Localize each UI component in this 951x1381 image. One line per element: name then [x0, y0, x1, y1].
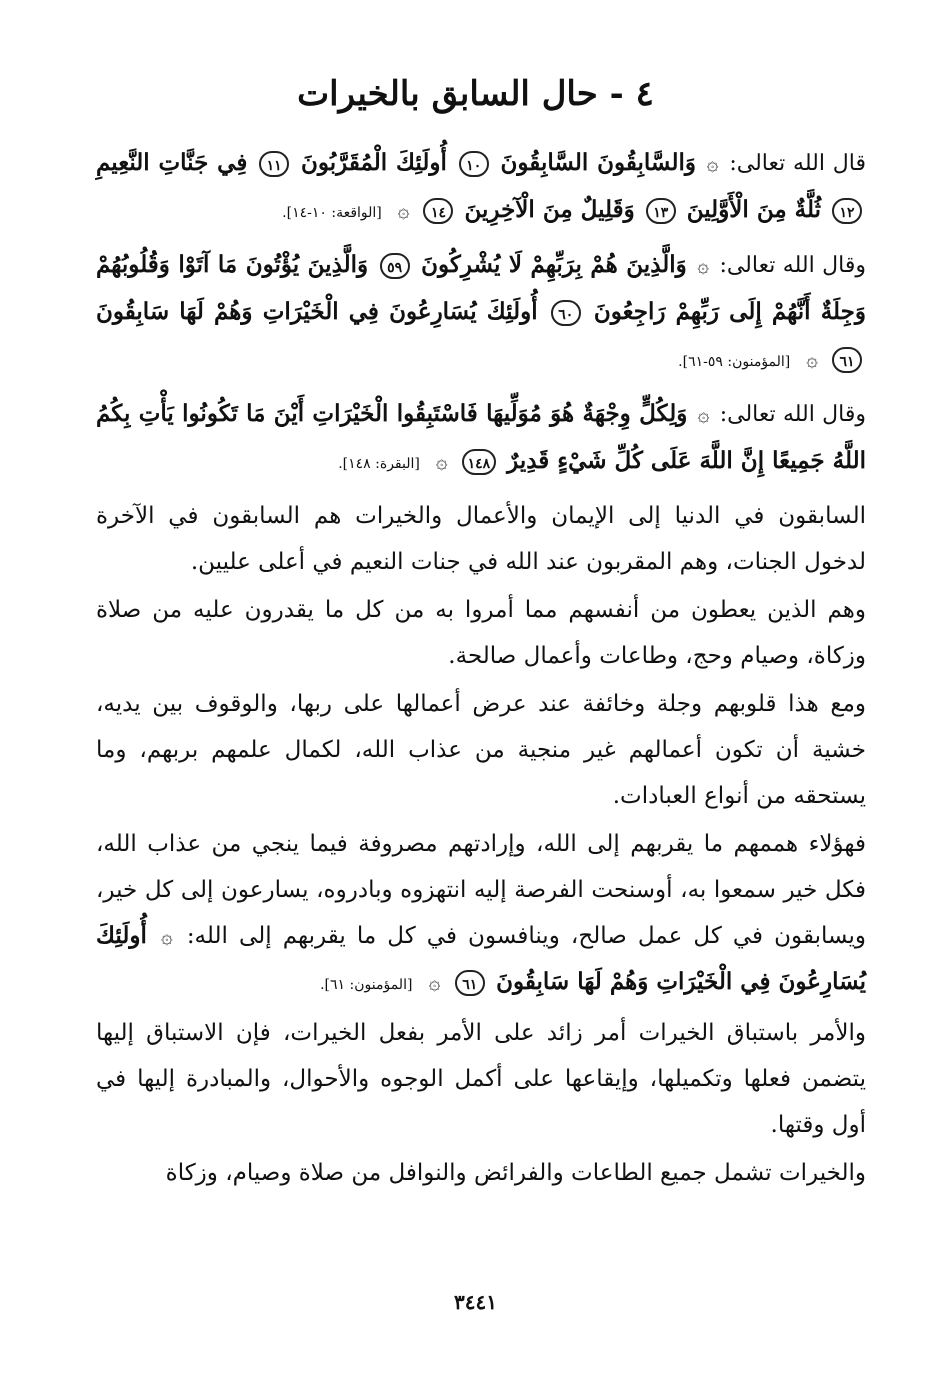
- paragraph-with-verse: [96, 821, 866, 1008]
- verse-open-ornament-icon: ۞: [160, 924, 173, 948]
- paragraph: والأمر باستباق الخيرات أمر زائد على الأمر بفعل الخيرات، فإن الاستباق إليها يتضمن فعلها وتكميلها، وإيقاعها على أكمل الوجوه والأحوال، والمبادرة إليها في أول وقتها.: [96, 1020, 866, 1138]
- verse-text: فِي جَنَّاتِ النَّعِيمِ: [96, 149, 248, 176]
- page-content: [96, 140, 866, 1198]
- verse-block: [96, 242, 866, 385]
- ayah-number: ٦٠: [551, 300, 581, 326]
- verse-reference: [المؤمنون: ٥٩-٦١].: [678, 354, 791, 370]
- paragraph: والخيرات تشمل جميع الطاعات والفرائض والنوافل من صلاة وصيام، وزكاة: [165, 1160, 866, 1186]
- chapter-title: ٤ - حال السابق بالخيرات: [297, 74, 654, 114]
- verse-text: وَالسَّابِقُونَ السَّابِقُونَ: [500, 149, 696, 176]
- verse-close-ornament-icon: ۞: [806, 347, 818, 371]
- paragraph: ومع هذا قلوبهم وجلة وخائفة عند عرض أعمالها على ربها، والوقوف بين يديه، خشية أن تكون أعمالهم غير منجية من عذاب الله، لكمال علمهم بربهم، وما يستحقه من أنواع العبادات.: [96, 691, 866, 809]
- verse-text: أُولَئِكَ يُسَارِعُونَ فِي الْخَيْرَاتِ وَهُمْ لَهَا سَابِقُونَ: [96, 922, 866, 995]
- ayah-number: ١٤: [423, 198, 453, 224]
- paragraph: وهم الذين يعطون من أنفسهم مما أمروا به من كل ما يقدرون عليه من صلاة وزكاة، وصيام وحج، وطاعات وأعمال صالحة.: [96, 597, 866, 669]
- verse-intro: وقال الله تعالى:: [719, 253, 866, 278]
- paragraph: السابقون في الدنيا إلى الإيمان والأعمال والخيرات هم السابقون في الآخرة لدخول الجنات، وهم المقربون عند الله في جنات النعيم في أعلى عليين.: [96, 503, 866, 575]
- ayah-number: ١٤٨: [462, 449, 497, 475]
- ayah-number: ٦١: [832, 347, 862, 373]
- ayah-number: ٥٩: [380, 253, 410, 279]
- paragraph-text: فهؤلاء هممهم ما يقربهم إلى الله، وإرادتهم مصروفة فيما ينجي من عذاب الله، فكل خير سمعوا به، أوسنحت الفرصة إليه انتهزوه وبادروه، يسارعون إلى كل خير، ويسابقون في كل عمل صالح، وينافسون في كل ما يقربهم إلى الله:: [96, 831, 867, 949]
- verse-close-ornament-icon: ۞: [397, 198, 410, 222]
- ayah-number: ١٢: [832, 198, 862, 224]
- verse-text: ثُلَّةٌ مِنَ الْأَوَّلِينَ: [686, 196, 821, 223]
- verse-close-ornament-icon: ۞: [435, 449, 448, 473]
- ayah-number: ١١: [259, 151, 289, 177]
- verse-text: وَالَّذِينَ هُمْ بِرَبِّهِمْ لَا يُشْرِكُونَ: [421, 251, 687, 278]
- verse-block: [96, 391, 866, 487]
- page-number: ٣٤٤١: [454, 1290, 497, 1314]
- ayah-number: ١٣: [646, 198, 676, 224]
- verse-text: أُولَئِكَ الْمُقَرَّبُونَ: [301, 149, 447, 176]
- ayah-number: ١٠: [459, 151, 489, 177]
- verse-text: وَقَلِيلٌ مِنَ الْآخِرِينَ: [464, 196, 635, 223]
- verse-intro: وقال الله تعالى:: [719, 402, 866, 427]
- verse-text: وَالَّذِينَ يُؤْتُونَ مَا آتَوْا وَقُلُوبُهُمْ وَجِلَةٌ أَنَّهُمْ إِلَى رَبِّهِمْ رَاجِعُونَ: [96, 251, 866, 325]
- verse-reference: [المؤمنون: ٦١].: [320, 977, 413, 993]
- verse-text: وَلِكُلٍّ وِجْهَةٌ هُوَ مُوَلِّيهَا فَاسْتَبِقُوا الْخَيْرَاتِ أَيْنَ مَا تَكُونُوا يَأْتِ بِكُمُ اللَّهُ جَمِيعًا إِنَّ اللَّهَ عَلَى كُلِّ شَيْءٍ قَدِيرٌ: [96, 400, 866, 474]
- verse-reference: [البقرة: ١٤٨].: [338, 456, 420, 472]
- verse-open-ornament-icon: ۞: [697, 402, 710, 426]
- ayah-number: ٦١: [455, 970, 485, 996]
- verse-open-ornament-icon: ۞: [706, 151, 719, 175]
- verse-block: [96, 140, 866, 236]
- verse-close-ornament-icon: ۞: [428, 970, 441, 994]
- verse-intro: قال الله تعالى:: [729, 151, 866, 176]
- verse-open-ornament-icon: ۞: [697, 253, 709, 277]
- verse-text: أُولَئِكَ يُسَارِعُونَ فِي الْخَيْرَاتِ وَهُمْ لَهَا سَابِقُونَ: [96, 298, 538, 325]
- verse-reference: [الواقعة: ١٠-١٤].: [282, 205, 382, 221]
